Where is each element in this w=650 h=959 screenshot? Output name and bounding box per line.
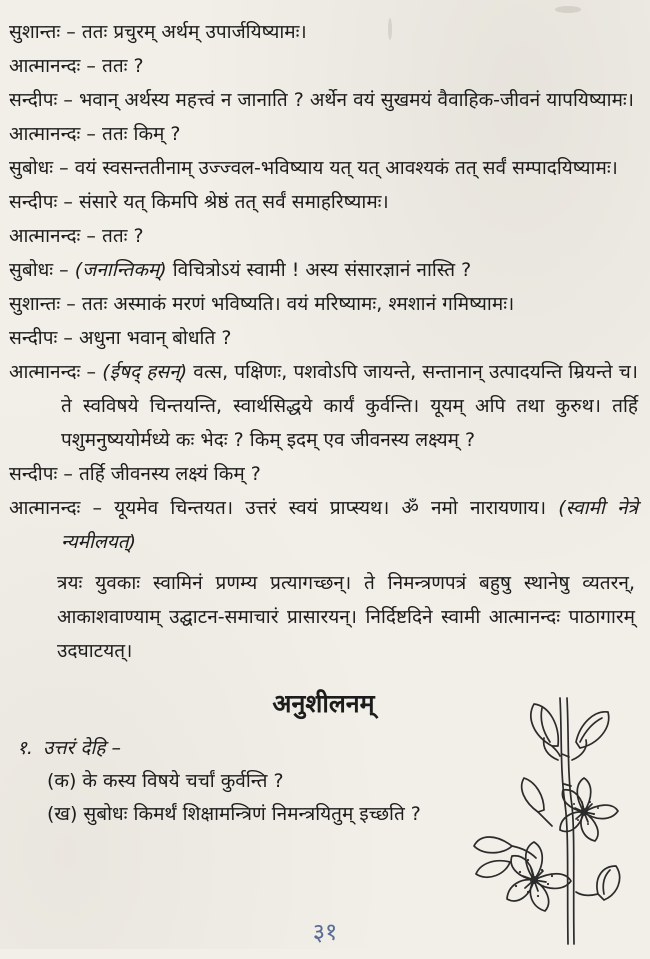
sub-question-label: (क) (47, 770, 77, 792)
speech-text: अधुना भवान् बोधति ? (78, 327, 232, 349)
dialogue-line (9, 117, 638, 151)
speaker-dash: – (57, 89, 79, 111)
speaker-dash: – (80, 361, 103, 383)
dialogue-block (9, 15, 638, 559)
question-number: १. (17, 737, 33, 759)
speech-text: वयं स्वसन्ततीनाम् उज्ज्वल-भविष्याय यत् यत् आवश्यकं तत् सर्वं सम्पादयिष्यामः। (74, 157, 618, 179)
speaker-name: सन्दीपः (9, 191, 58, 213)
stage-direction: (स्वामी नेत्रे न्यमीलयत्) (61, 497, 638, 553)
speaker-dash: – (60, 21, 82, 43)
speaker-name: आत्मानन्दः (9, 497, 81, 519)
speaker-name: आत्मानन्दः (9, 55, 81, 77)
sub-question-text: सुबोधः किमर्थं शिक्षामन्त्रिणं निमन्त्रयितुम् इच्छति ? (83, 803, 421, 825)
dialogue-line (9, 253, 638, 287)
speaker-dash: – (57, 327, 79, 349)
dialogue-line (9, 457, 638, 491)
scan-smudge (388, 18, 392, 40)
dialogue-line (9, 491, 638, 559)
speech-text: वत्स, पक्षिणः, पशवोऽपि जायन्ते, सन्तानान् उत्पादयन्ति म्रियन्ते च। ते स्वविषये चिन्तयन्ति, स्वार्थसिद्धये कार्यं कुर्वन्ति। यूयम् अपि तथा कुरुथ। तर्हि पशुमनुष्ययोर्मध्ये कः भेदः ? किम् इदम् एव जीवनस्य लक्ष्यम् ? (61, 361, 638, 451)
speech-text: ततः अस्माकं मरणं भविष्यति। वयं मरिष्यामः, श्मशानं गमिष्यामः। (81, 293, 515, 315)
speaker-dash: – (80, 225, 102, 247)
sub-question-text: के कस्य विषये चर्चां कुर्वन्ति ? (82, 770, 284, 792)
speech-text: विचित्रोऽयं स्वामी ! अस्य संसारज्ञानं नास्ति ? (172, 259, 472, 281)
sub-question (47, 798, 638, 831)
speech-text: संसारे यत् किमपि श्रेष्ठं तत् सर्वं समाहरिष्यामः। (78, 191, 389, 213)
scan-smudge (555, 6, 581, 13)
question-title: उत्तरं देहि – (43, 737, 121, 759)
speaker-dash: – (60, 293, 82, 315)
speech-text: भवान् अर्थस्य महत्त्वं न जानाति ? अर्थेन वयं सुखमयं वैवाहिक-जीवनं यापयिष्यामः। (78, 89, 634, 111)
speech-text: ततः ? (101, 225, 144, 247)
section-heading: अनुशीलनम् (272, 689, 375, 718)
speaker-name: सन्दीपः (9, 89, 58, 111)
speaker-name: सुशान्तः (9, 293, 61, 315)
speaker-name: सुबोधः (9, 259, 54, 281)
stage-direction: (जनान्तिकम्) (74, 259, 167, 281)
dialogue-line (9, 219, 638, 253)
speaker-dash: – (80, 497, 115, 519)
dialogue-line (9, 321, 638, 355)
speaker-name: सुबोधः (9, 157, 54, 179)
speaker-dash: – (57, 463, 79, 485)
speech-text: तर्हि जीवनस्य लक्ष्यं किम् ? (78, 463, 261, 485)
speech-text: ततः किम् ? (101, 123, 181, 145)
sub-question-label: (ख) (47, 803, 78, 825)
speech-text: यूयमेव चिन्तयत। उत्तरं स्वयं प्राप्स्यथ। ॐ नमो नारायणाय। (114, 497, 547, 519)
speaker-name: सुशान्तः (9, 21, 61, 43)
speaker-dash: – (53, 157, 75, 179)
speaker-name: सन्दीपः (9, 327, 58, 349)
speaker-dash: – (57, 191, 79, 213)
speaker-dash: – (80, 55, 102, 77)
sub-questions-block (9, 765, 638, 831)
speaker-name: आत्मानन्दः (9, 361, 81, 383)
speaker-name: आत्मानन्दः (9, 225, 81, 247)
dialogue-line (9, 185, 638, 219)
dialogue-line (9, 287, 638, 321)
question-1-heading (9, 732, 638, 765)
speech-text: ततः प्रचुरम् अर्थम् उपार्जयिष्यामः। (81, 21, 307, 43)
speaker-name: आत्मानन्दः (9, 123, 81, 145)
page-number: ३१ (312, 917, 338, 947)
sub-question (47, 765, 638, 798)
narration-paragraph: त्रयः युवकाः स्वामिनं प्रणम्य प्रत्यागच्छन्। ते निमन्त्रणपत्रं बहुषु स्थानेषु व्यतरन्, आकाशवाण्याम् उद्घाटन-समाचारं प्रासारयन्। निर्दिष्टदिने स्वामी आत्मानन्दः पाठागारम् उदघाटयत्। (57, 572, 635, 662)
dialogue-line (9, 83, 638, 117)
speaker-dash: – (53, 259, 75, 281)
dialogue-line (9, 49, 638, 83)
stage-direction: (ईषद् हसन्) (102, 361, 188, 383)
dialogue-line (9, 151, 638, 185)
speaker-dash: – (80, 123, 102, 145)
speech-text: ततः ? (101, 55, 144, 77)
dialogue-line (9, 15, 638, 49)
dialogue-line (9, 355, 638, 457)
speaker-name: सन्दीपः (9, 463, 58, 485)
